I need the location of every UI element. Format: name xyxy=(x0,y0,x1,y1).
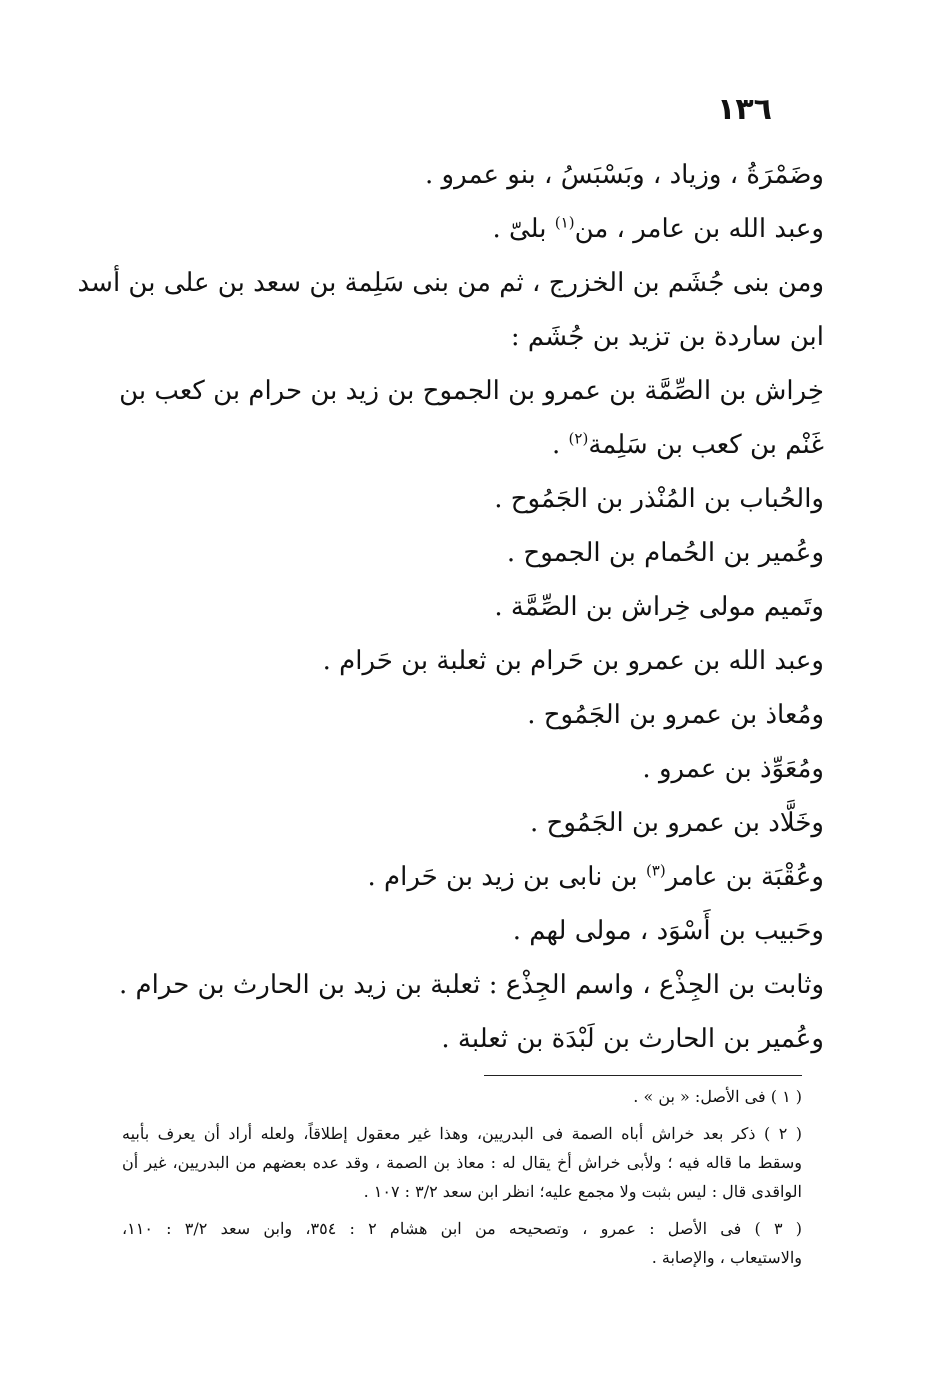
text-line xyxy=(124,202,824,256)
text-line xyxy=(124,526,824,580)
text-line xyxy=(124,796,824,850)
line-text: بن نابى بن زيد بن حَرام . xyxy=(367,862,646,892)
text-line xyxy=(124,310,824,364)
text-line xyxy=(119,958,824,1012)
line-text: وثابت بن الجِذْع ، واسم الجِذْع : ثعلبة بن زيد بن الحارث بن حرام . xyxy=(119,970,824,1000)
line-text: غَنْم بن كعب بن سَلِمة xyxy=(588,430,824,460)
footnotes xyxy=(122,1082,802,1272)
text-line xyxy=(124,418,824,472)
line-text: ومُعَوِّذ بن عمرو . xyxy=(642,754,824,784)
footnote-line: ( ١ ) فى الأصل: « بن » . xyxy=(633,1087,802,1106)
text-line xyxy=(124,688,824,742)
footnote-line: ( ٣ ) فى الأصل : عمرو ، وتصحيحه من ابن هشام ٢ : ٣٥٤، وابن سعد ٣/٢ : ١١٠، xyxy=(122,1219,803,1238)
line-text: وعبد الله بن عمرو بن حَرام بن ثعلبة بن حَرام . xyxy=(322,646,824,676)
line-text: وعُقْبَة بن عامر xyxy=(665,862,824,892)
footnote-marker: (٣) xyxy=(645,861,666,880)
line-text: بلىّ . xyxy=(492,214,555,244)
line-text: . xyxy=(552,430,569,460)
text-line xyxy=(124,472,824,526)
text-line xyxy=(124,580,824,634)
text-line xyxy=(124,850,824,904)
line-text: وعُمير بن الحُمام بن الجموح . xyxy=(506,538,824,568)
line-text: وخَلَّاد بن عمرو بن الجَمُوح . xyxy=(530,808,824,838)
footnote-line: وسقط ما قاله فيه ؛ ولأبى خراش أخ يقال له : معاذ بن الصمة ، وقد عده بعضهم من البدريين، غير أن xyxy=(122,1153,802,1172)
text-line xyxy=(119,364,824,418)
text-line xyxy=(124,1012,824,1066)
line-text: وضَمْرَةُ ، وزياد ، وبَسْبَسُ ، بنو عمرو . xyxy=(425,160,824,190)
line-text: ومن بنى جُشَم بن الخزرج ، ثم من بنى سَلِمة بن سعد بن على بن أسد xyxy=(77,268,824,298)
line-text: ابن ساردة بن تزيد بن جُشَم : xyxy=(510,322,824,352)
main-text xyxy=(77,148,824,1066)
text-line xyxy=(77,256,824,310)
line-text: والحُباب بن المُنْذر بن الجَمُوح . xyxy=(494,484,824,514)
footnote-marker: (٢) xyxy=(568,429,589,448)
footnote-marker: (١) xyxy=(554,213,575,232)
text-line xyxy=(124,904,824,958)
text-line xyxy=(124,634,824,688)
line-text: وعبد الله بن عامر ، من xyxy=(574,214,824,244)
text-line xyxy=(124,742,824,796)
page-number: ١٣٦ xyxy=(717,92,772,127)
line-text: وعُمير بن الحارث بن لَبْدَة بن ثعلبة . xyxy=(441,1024,824,1054)
line-text: خِراش بن الصِّمَّة بن عمرو بن الجموح بن زيد بن حرام بن كعب بن xyxy=(119,376,824,406)
footnote-line: والاستيعاب ، والإصابة . xyxy=(651,1248,802,1267)
footnote-line: الواقدى قال : ليس بثبت ولا مجمع عليه؛ انظر ابن سعد ٣/٢ : ١٠٧ . xyxy=(363,1182,802,1201)
line-text: وحَبيب بن أَسْوَد ، مولى لهم . xyxy=(512,916,824,946)
line-text: ومُعاذ بن عمرو بن الجَمُوح . xyxy=(527,700,824,730)
footnote-line: ( ٢ ) ذكر بعد خراش أباه الصمة فى البدريين، وهذا غير معقول إطلاقاً، ولعله أراد أن يعرف بأبيه xyxy=(122,1124,803,1143)
footnote-separator xyxy=(484,1075,802,1076)
line-text: وتَميم مولى خِراش بن الصِّمَّة . xyxy=(494,592,824,622)
text-line xyxy=(124,148,824,202)
